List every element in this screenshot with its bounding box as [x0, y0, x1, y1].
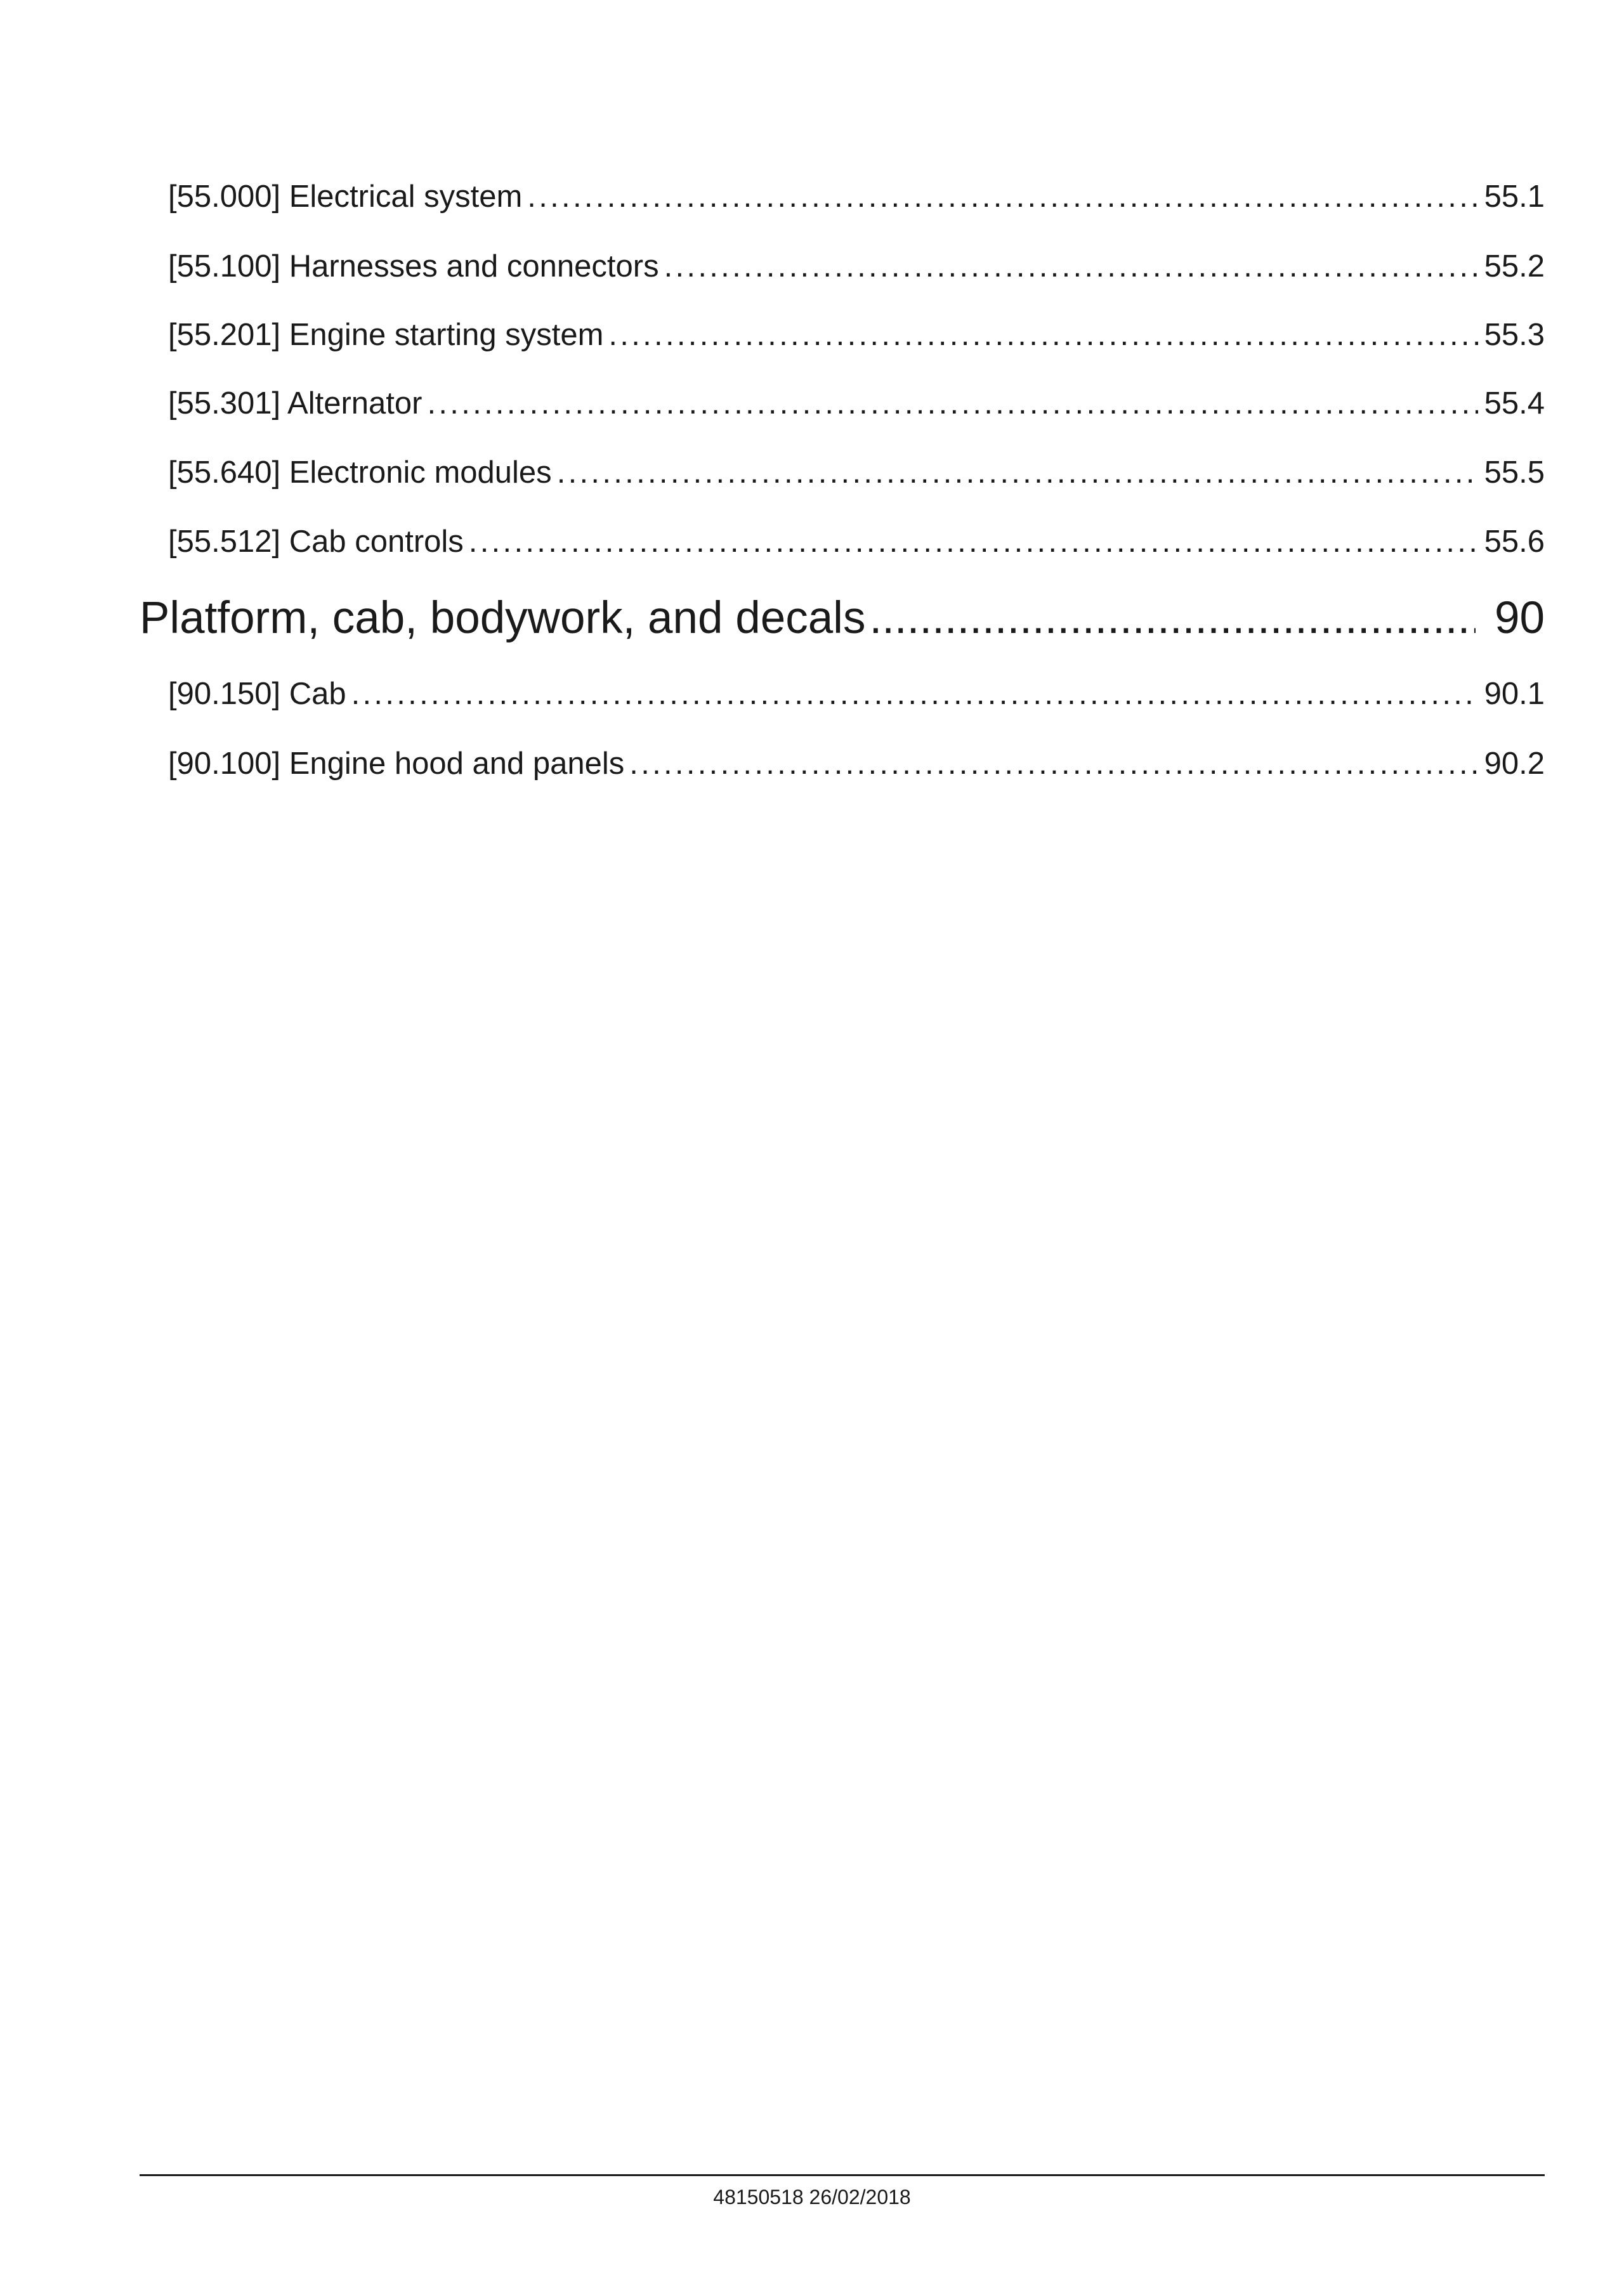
toc-entry-title: [55.000] Electrical system	[168, 179, 523, 214]
toc-entry-90-100[interactable]	[168, 743, 1545, 784]
toc-dot-leader	[469, 521, 1478, 562]
toc-section-title: Platform, cab, bodywork, and decals	[140, 593, 866, 643]
toc-entry-90-150[interactable]	[168, 674, 1545, 714]
toc-dot-leader	[557, 452, 1478, 493]
toc-entry-55-201[interactable]	[168, 315, 1545, 355]
toc-entry-page: 55.1	[1484, 179, 1545, 214]
toc-entry-title: [55.640] Electronic modules	[168, 455, 552, 490]
toc-entry-title: [90.100] Engine hood and panels	[168, 747, 625, 781]
toc-entry-title: [55.512] Cab controls	[168, 525, 464, 559]
toc-dot-leader	[427, 383, 1477, 424]
toc-entry-title: [55.201] Engine starting system	[168, 318, 604, 352]
toc-entry-title: [55.301] Alternator	[168, 386, 422, 421]
toc-entry-page: 55.5	[1484, 455, 1545, 490]
footer-document-id: 48150518 26/02/2018	[713, 2186, 911, 2208]
toc-dot-leader	[351, 674, 1478, 714]
toc-section-90[interactable]	[140, 590, 1545, 647]
toc-entry-title: [90.150] Cab	[168, 677, 346, 711]
toc-entry-55-100[interactable]	[168, 246, 1545, 287]
toc-entry-page: 90.1	[1484, 677, 1545, 711]
toc-entry-55-640[interactable]	[168, 452, 1545, 493]
toc-dot-leader	[629, 743, 1477, 784]
table-of-contents	[0, 0, 1624, 825]
toc-entry-55-512[interactable]	[168, 521, 1545, 562]
toc-dot-leader	[608, 315, 1477, 355]
toc-entry-page: 55.4	[1484, 386, 1545, 421]
toc-entry-page: 55.3	[1484, 318, 1545, 352]
toc-entry-page: 55.2	[1484, 249, 1545, 284]
toc-dot-leader	[664, 246, 1478, 287]
toc-entry-title: [55.100] Harnesses and connectors	[168, 249, 659, 284]
toc-dot-leader	[869, 590, 1476, 647]
toc-entry-55-000[interactable]	[168, 176, 1545, 217]
toc-section-page: 90	[1495, 593, 1545, 643]
toc-entry-page: 55.6	[1484, 525, 1545, 559]
toc-entry-page: 90.2	[1484, 747, 1545, 781]
toc-dot-leader	[527, 176, 1477, 217]
toc-entry-55-301[interactable]	[168, 383, 1545, 424]
footer-divider	[140, 2174, 1545, 2176]
